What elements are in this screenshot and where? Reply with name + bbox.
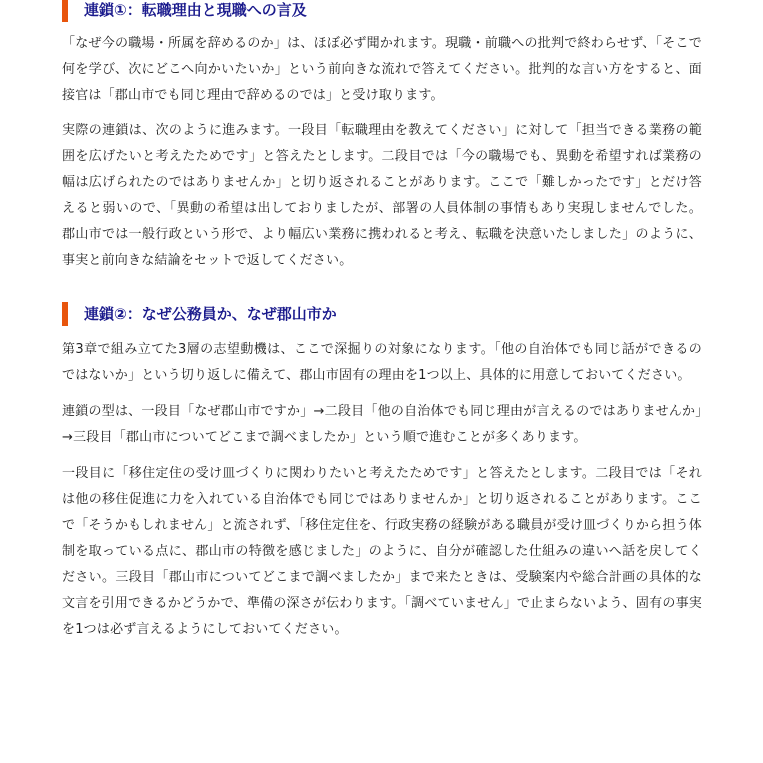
paragraph: 「なぜ今の職場・所属を辞めるのか」は、ほぼ必ず聞かれます。現職・前職への批判で終わらせず、「そこで何を学び、次にどこへ向かいたいか」という前向きな流れで答えてください。批判的な言い方をすると、面接官は「郡山市でも同じ理由で辞めるのでは」と受け取ります。	[62, 36, 702, 103]
heading-accent-bar	[62, 302, 68, 326]
section-heading-text: 連鎖②：なぜ公務員か、なぜ郡山市か	[84, 305, 337, 323]
paragraph: 第3章で組み立てた3層の志望動機は、ここで深掘りの対象になります。「他の自治体でも同じ話ができるのではないか」という切り返しに備えて、郡山市固有の理由を1つ以上、具体的に用意しておいてください。	[62, 342, 702, 383]
heading-accent-bar	[62, 0, 68, 22]
section-heading-text: 連鎖①：転職理由と現職への言及	[84, 1, 307, 19]
article-body	[62, 0, 702, 643]
paragraph: 連鎖の型は、一段目「なぜ郡山市ですか」→二段目「他の自治体でも同じ理由が言えるのではありませんか」→三段目「郡山市についてどこまで調べましたか」という順で進むことが多くあります。	[62, 404, 702, 445]
section-heading-chain-2	[62, 301, 702, 327]
section-heading-chain-1	[62, 0, 702, 23]
paragraph: 一段目に「移住定住の受け皿づくりに関わりたいと考えたためです」と答えたとします。二段目では「それは他の移住促進に力を入れている自治体でも同じではありませんか」と切り返されることがあります。ここで「そうかもしれません」と流されず、「移住定住を、行政実務の経験がある職員が受け皿づくりから担う体制を取っている点に、郡山市の特徴を感じました」のように、自分が確認した仕組みの違いへ話を戻してください。三段目「郡山市についてどこまで調べましたか」まで来たときは、受験案内や総合計画の具体的な文言を引用できるかどうかで、準備の深さが伝わります。「調べていません」で止まらないよう、固有の事実を1つは必ず言えるようにしておいてください。	[62, 466, 702, 637]
paragraph: 実際の連鎖は、次のように進みます。一段目「転職理由を教えてください」に対して「担当できる業務の範囲を広げたいと考えたためです」と答えたとします。二段目では「今の職場でも、異動を希望すれば業務の幅は広げられたのではありませんか」と切り返されることがあります。ここで「難しかったです」とだけ答えると弱いので、「異動の希望は出しておりましたが、部署の人員体制の事情もあり実現しませんでした。郡山市では一般行政という形で、より幅広い業務に携われると考え、転職を決意いたしました」のように、事実と前向きな結論をセットで返してください。	[62, 123, 702, 268]
